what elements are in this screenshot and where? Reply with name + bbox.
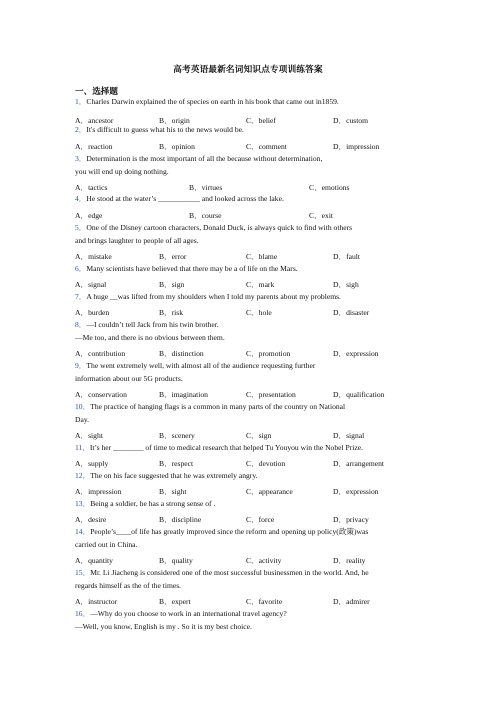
option-d[interactable]: D．reality — [333, 556, 366, 565]
option-c[interactable]: C．comment — [246, 142, 287, 151]
option-a[interactable]: A．impression — [75, 487, 122, 496]
option-a[interactable]: A．signal — [75, 280, 107, 289]
question-number: 16． — [75, 609, 91, 618]
question-text: Mr. Li Jiacheng is considered one of the most successful businessmen in the world. And, he — [90, 568, 369, 577]
option-c[interactable]: C．force — [246, 515, 275, 524]
question-number: 3． — [75, 154, 87, 163]
option-b[interactable]: B．sign — [159, 280, 185, 289]
question-text: —I couldn’t tell Jack from his twin brother. — [86, 320, 219, 329]
question-3-line — [75, 154, 427, 165]
options-row — [75, 514, 427, 525]
question-text: and brings laughter to people of all ages. — [75, 236, 199, 245]
option-b[interactable]: B．course — [189, 211, 222, 220]
option-c[interactable]: C．hole — [246, 308, 272, 317]
question-text: information about our 5G products. — [75, 374, 183, 383]
options-row — [75, 307, 427, 318]
option-d[interactable]: D．sigh — [333, 280, 359, 289]
question-text: regards himself as the of the times. — [75, 581, 182, 590]
option-d[interactable]: D．disaster — [333, 308, 370, 317]
question-number: 7． — [75, 292, 87, 301]
question-16-line — [75, 622, 427, 633]
question-16-line — [75, 609, 427, 620]
option-b[interactable]: B．scenery — [159, 431, 195, 440]
options-row — [75, 348, 427, 359]
question-text: A huge __was lifted from my shoulders when I told my parents about my problems. — [86, 292, 341, 301]
question-2-line — [75, 125, 427, 136]
question-text: The on his face suggested that he was extremely angry. — [90, 471, 258, 480]
question-text: —Why do you choose to work in an international travel agency? — [90, 609, 287, 618]
question-text: It's difficult to guess what his to the news would be. — [86, 125, 244, 134]
options-row — [75, 458, 427, 469]
option-d[interactable]: D．expression — [333, 349, 379, 358]
options-row — [75, 596, 427, 607]
question-14-line — [75, 540, 427, 551]
options-row — [75, 210, 427, 221]
question-15-line — [75, 568, 427, 579]
option-c[interactable]: C．mark — [246, 280, 275, 289]
option-d[interactable]: D．admirer — [333, 597, 370, 606]
options-row — [75, 279, 427, 290]
question-1-line — [75, 97, 427, 108]
question-text: The went extremely well, with almost all of the audience requesting further — [86, 361, 316, 370]
question-8-line — [75, 320, 427, 331]
page-title: 高考英语最新名词知识点专项训练答案 — [173, 64, 323, 74]
question-text: Being a soldier, he has a strong sense of . — [90, 499, 216, 508]
question-6-line — [75, 264, 427, 275]
options-row — [75, 182, 427, 193]
option-a[interactable]: A．supply — [75, 459, 109, 468]
question-10-line — [75, 415, 427, 426]
question-3-line — [75, 167, 427, 178]
option-a[interactable]: A．reaction — [75, 142, 113, 151]
question-text: you will end up doing nothing. — [75, 167, 169, 176]
question-13-line — [75, 499, 427, 510]
question-number: 10． — [75, 402, 91, 411]
question-text: Many scientists have believed that there may be a of life on the Mars. — [86, 264, 298, 273]
option-b[interactable]: B．error — [159, 252, 187, 261]
option-c[interactable]: C．exit — [309, 211, 334, 220]
question-5-line — [75, 236, 427, 247]
question-number: 5． — [75, 223, 87, 232]
question-text: —Me too, and there is no obvious between them. — [75, 333, 225, 342]
option-a[interactable]: A．quantity — [75, 556, 113, 565]
options-row — [75, 389, 427, 400]
option-a[interactable]: A．conservation — [75, 390, 127, 399]
option-a[interactable]: A．ancestor — [75, 116, 114, 125]
question-14-line — [75, 527, 427, 538]
options-row — [75, 555, 427, 566]
option-c[interactable]: C．favorite — [246, 597, 283, 606]
question-number: 11． — [75, 443, 90, 452]
question-12-line — [75, 471, 427, 482]
option-c[interactable]: C．promotion — [246, 349, 291, 358]
option-c[interactable]: C．devotion — [246, 459, 286, 468]
question-9-line — [75, 361, 427, 372]
option-d[interactable]: D．expression — [333, 487, 379, 496]
option-c[interactable]: C．appearance — [246, 487, 293, 496]
option-a[interactable]: A．sight — [75, 431, 103, 440]
option-b[interactable]: B．imagination — [159, 390, 208, 399]
options-row — [75, 486, 427, 497]
question-number: 1． — [75, 97, 87, 106]
question-number: 15． — [75, 568, 91, 577]
option-a[interactable]: A．tactics — [75, 183, 108, 192]
option-a[interactable]: A．desire — [75, 515, 107, 524]
question-8-line — [75, 333, 427, 344]
option-a[interactable]: A．instructor — [75, 597, 118, 606]
option-a[interactable]: A．contribution — [75, 349, 126, 358]
question-text: Day. — [75, 415, 90, 424]
option-d[interactable]: D．impression — [333, 142, 380, 151]
question-9-line — [75, 374, 427, 385]
question-11-line — [75, 443, 427, 454]
option-d[interactable]: D．signal — [333, 431, 365, 440]
option-c[interactable]: C．activity — [246, 556, 282, 565]
question-text: He stood at the water’s ___________ and looked across the lake. — [86, 194, 284, 203]
option-b[interactable]: B．origin — [159, 116, 190, 125]
question-7-line — [75, 292, 427, 303]
option-b[interactable]: B．sight — [159, 487, 187, 496]
question-number: 8． — [75, 320, 87, 329]
question-number: 2． — [75, 125, 87, 134]
option-b[interactable]: B．virtues — [189, 183, 223, 192]
option-c[interactable]: C．presentation — [246, 390, 296, 399]
section-heading: 一、选择题 — [75, 86, 118, 96]
question-number: 13． — [75, 499, 91, 508]
question-5-line — [75, 223, 427, 234]
option-a[interactable]: A．edge — [75, 211, 103, 220]
options-row — [75, 141, 427, 152]
option-d[interactable]: D．arrangement — [333, 459, 385, 468]
option-d[interactable]: D．custom — [333, 116, 369, 125]
question-text: One of the Disney cartoon characters, Donald Duck, is always quick to find with others — [86, 223, 353, 232]
option-b[interactable]: B．quality — [159, 556, 193, 565]
question-number: 12． — [75, 471, 91, 480]
question-number: 4． — [75, 194, 87, 203]
options-row — [75, 251, 427, 262]
option-a[interactable]: A．mistake — [75, 252, 112, 261]
option-d[interactable]: D．fault — [333, 252, 360, 261]
question-number: 6． — [75, 264, 87, 273]
question-text: carried out in China. — [75, 540, 138, 549]
question-text: People’s____of life has greatly improved since the reform and opening up policy(政策)was — [90, 527, 369, 536]
question-text: The practice of hanging flags is a common in many parts of the country on National — [90, 402, 346, 411]
option-d[interactable]: D．qualification — [333, 390, 385, 399]
option-d[interactable]: D．privacy — [333, 515, 369, 524]
option-b[interactable]: B．discipline — [159, 515, 202, 524]
question-text: —Well, you know, English is my . So it is my best choice. — [75, 622, 252, 631]
question-number: 9． — [75, 361, 87, 370]
options-row — [75, 430, 427, 441]
option-c[interactable]: C．belief — [246, 116, 276, 125]
question-10-line — [75, 402, 427, 413]
question-text: Determination is the most important of all the because without determination, — [86, 154, 323, 163]
question-text: It’s her ________ of time to medical research that helped Tu Youyou win the Nobel Prize. — [89, 443, 364, 452]
question-text: Charles Darwin explained the of species on earth in his book that came out in1859. — [86, 97, 339, 106]
option-b[interactable]: B．respect — [159, 459, 194, 468]
option-c[interactable]: C．emotions — [309, 183, 350, 192]
option-a[interactable]: A．burden — [75, 308, 110, 317]
option-b[interactable]: B．opinion — [159, 142, 195, 151]
option-c[interactable]: C．sign — [246, 431, 272, 440]
question-15-line — [75, 581, 427, 592]
option-c[interactable]: C．blame — [246, 252, 278, 261]
option-b[interactable]: B．risk — [159, 308, 184, 317]
option-b[interactable]: B．distinction — [159, 349, 204, 358]
question-4-line — [75, 194, 427, 205]
question-number: 14． — [75, 527, 91, 536]
option-b[interactable]: B．expert — [159, 597, 191, 606]
